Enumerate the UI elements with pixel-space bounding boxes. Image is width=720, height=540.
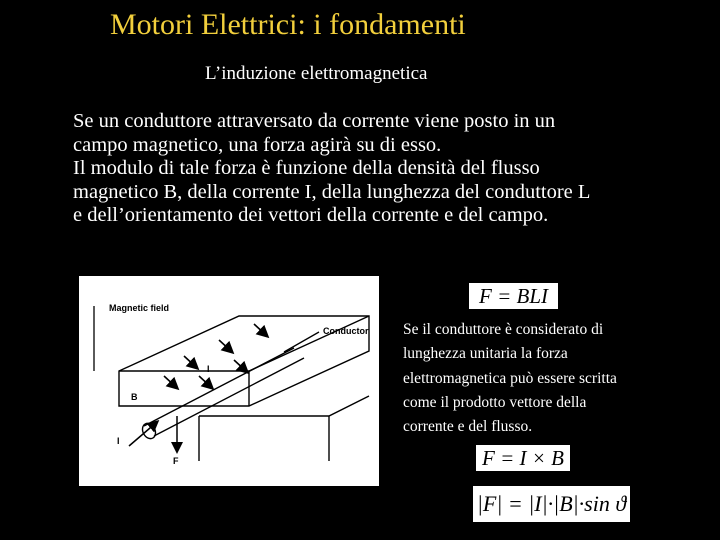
magnetic-field-diagram xyxy=(79,276,379,486)
body-line: Se un conduttore attraversato da corrente viene posto in un xyxy=(73,110,556,132)
label-current-bottom: I xyxy=(117,436,120,446)
side-line: elettromagnetica può essere scritta xyxy=(403,369,617,387)
label-force: F xyxy=(173,456,179,466)
body-line: Il modulo di tale forza è funzione della densità del flusso xyxy=(73,157,540,179)
body-paragraph xyxy=(73,110,703,228)
field-arrows xyxy=(164,324,267,388)
equation-cross-product: F = I × B xyxy=(476,445,570,471)
label-magnetic-field: Magnetic field xyxy=(109,303,170,313)
slide-subtitle: L’induzione elettromagnetica xyxy=(205,63,428,84)
side-paragraph xyxy=(403,318,703,439)
label-current-top: I xyxy=(207,364,210,374)
slide-title: Motori Elettrici: i fondamenti xyxy=(110,8,466,41)
conductor-rod xyxy=(140,348,304,441)
equation-magnitude: |F| = |I|·|B|·sin ϑ xyxy=(473,486,630,522)
side-line: corrente e del flusso. xyxy=(403,418,533,436)
label-b: B xyxy=(131,392,138,402)
diagram-svg xyxy=(79,276,379,486)
side-line: Se il conduttore è considerato di xyxy=(403,321,604,338)
body-line: magnetico B, della corrente I, della lunghezza del conduttore L xyxy=(73,180,591,203)
body-line: campo magnetico, una forza agirà su di esso. xyxy=(73,133,442,156)
body-line: e dell’orientamento dei vettori della corrente e del campo. xyxy=(73,204,549,226)
side-line: come il prodotto vettore della xyxy=(403,393,587,411)
label-conductor: Conductor xyxy=(323,326,369,336)
side-line: lunghezza unitaria la forza xyxy=(403,345,568,363)
equation-force-bli: F = BLI xyxy=(469,283,558,309)
